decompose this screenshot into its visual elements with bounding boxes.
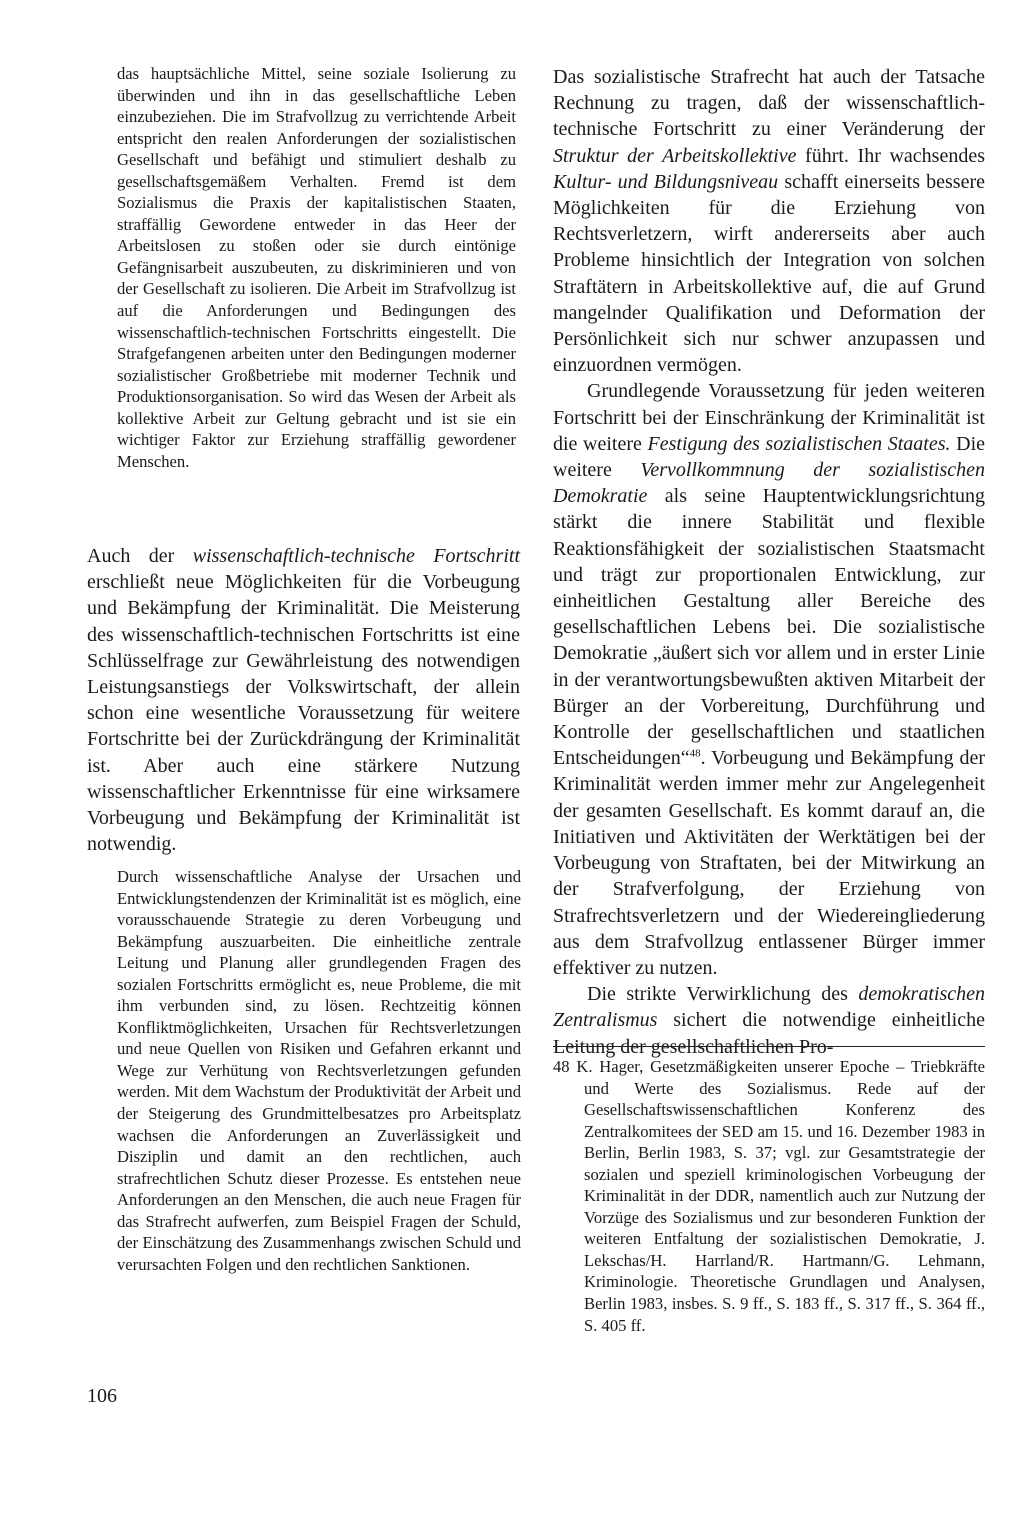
left-indented-block-1 bbox=[117, 63, 516, 472]
text-run: Grundlegende Voraussetzung für jeden weiteren Fortschritt bei der Einschränkung der Kriminalität ist die weitere bbox=[553, 380, 985, 455]
text-run: schafft einerseits bessere Möglichkeiten für die Erziehung von Rechtsverletzern, wirft andererseits aber auch Probleme hinsichtlich der Integration von solchen Straftätern in Arbeitskollektive auf, die auf Grund mangelnder Qualifikation und Deformation der Persönlichkeit sich nur schwer anzupassen und einzuordnen vermögen. bbox=[553, 170, 986, 377]
text-run: Die weitere bbox=[553, 432, 985, 482]
emphasis: Vervollkommnung der sozialistischen Demokratie bbox=[553, 459, 985, 508]
page-number: 106 bbox=[87, 1385, 117, 1407]
text-run: Die strikte Verwirklichung des bbox=[587, 983, 859, 1006]
text-run: Auch der bbox=[87, 545, 193, 567]
footnote-text: 48 K. Hager, Gesetzmäßigkeiten unserer Epoche – Triebkräfte und Werte des Sozialismus. Rede auf der Gesellschaftswissenschaftlichen Konferenz des Zentralkomitees der SED am 15. und 16. Dezember 1983 in Berlin, Berlin 1983, S. 37; vgl. zur Gesamtstrategie der sozialen und speziell kriminologischen Vorbeugung der Kriminalität in der DDR, namentlich auch zur Nutzung der Vorzüge des Sozialismus und zur besonderen Funktion der weiteren Entfaltung der sozialistischen Demokratie, J. Lekschas/H. Harrland/R. Hartmann/G. Lehmann, Kriminologie. Theoretische Grundlagen und Analysen, Berlin 1983, insbes. S. 9 ff., S. 183 ff., S. 317 ff., S. 364 ff., S. 405 ff. bbox=[553, 1057, 985, 1335]
emphasis: wissenschaftlich-technische Fortschritt bbox=[192, 545, 521, 567]
text-run: . Vorbeugung und Bekämpfung der Kriminalität werden immer mehr zur Angelegenheit der gesamten Gesellschaft. Es kommt darauf an, die Initiativen und Aktivitäten der Werktätigen bei der Vorbeugung von Straftaten, bei der Mitwirkung an der Strafverfolgung, der Erziehung von Strafrechtsverletzern und der Wiedereingliederung aus dem Strafvollzug entlassener Bürger immer effektiver zu nutzen. bbox=[553, 747, 985, 979]
text-run: Das sozialistische Strafrecht hat auch der Tatsache Rechnung zu tragen, daß der wissenschaftlich-technische Fortschritt zu einer Veränderung der bbox=[553, 66, 985, 141]
right-main-column bbox=[553, 64, 985, 1060]
paragraph bbox=[87, 543, 520, 857]
emphasis: Struktur der Arbeitskollektive bbox=[553, 144, 797, 167]
emphasis: Kultur- und Bildungsniveau bbox=[553, 170, 779, 193]
footnote bbox=[553, 1056, 985, 1336]
paragraph: das hauptsächliche Mittel, seine soziale Isolierung zu überwinden und ihn in das gesellschaftliche Leben einzubeziehen. Die im Strafvollzug zu verrichtende Arbeit entspricht den realen Anforderungen der sozialistischen Gesellschaft und befähigt und stimuliert deshalb zu gesellschaftsgemäßem Verhalten. Fremd ist dem Sozialismus die Praxis der kapitalistischen Staaten, straffällig Gewordene entweder in das Heer der Arbeitslosen zu stoßen oder sie durch eintönige Gefängnisarbeit auszubeuten, zu diskriminieren und von der Gesellschaft zu isolieren. Die Arbeit im Strafvollzug ist auf die Anforderungen und Bedingungen des wissenschaftlich-technischen Fortschritts eingestellt. Die Strafgefangenen arbeiten unter den Bedingungen moderner sozialistischer Großbetriebe mit moderner Technik und Produktionsorganisation. So wird das Wesen der Arbeit als kollektive Arbeit zur Geltung gebracht und ist sie ein wichtiger Faktor zur Erziehung straffällig gewordener Menschen. bbox=[117, 64, 516, 471]
paragraph-3 bbox=[553, 981, 985, 1060]
text-run: erschließt neue Möglichkeiten für die Vorbeugung und Bekämpfung der Kriminalität. Die Meisterung des wissenschaftlich-technischen Fortschritts ist eine Schlüsselfrage zur Gewährleistung des notwendigen Leistungsanstiegs der Volkswirtschaft, der allein schon eine wesentliche Voraussetzung für weitere Fortschritte bei der Zurückdrängung der Kriminalität ist. Aber auch eine stärkere Nutzung wissenschaftlicher Erkenntnisse für eine wirksamere Vorbeugung und Bekämpfung der Kriminalität ist notwendig. bbox=[87, 571, 520, 856]
paragraph-2 bbox=[553, 378, 985, 981]
text-run: sichert die notwendige einheitliche Leitung der gesellschaftlichen Pro- bbox=[553, 1009, 985, 1058]
emphasis: demokratischen Zentralismus bbox=[553, 983, 985, 1032]
emphasis: Festigung des sozialistischen Staates. bbox=[647, 432, 951, 455]
text-run: führt. Ihr wachsendes bbox=[796, 144, 985, 167]
footnote-divider bbox=[553, 1046, 985, 1047]
paragraph: Durch wissenschaftliche Analyse der Ursachen und Entwicklungstendenzen der Kriminalität ist es möglich, eine vorausschauende Strategie zu deren Vorbeugung und Bekämpfung auszuarbeiten. Die einheitliche zentrale Leitung und Planung aller grundlegenden Fragen des sozialen Fortschritts ermöglicht es, neue Probleme, die mit ihm verbunden sind, zu lösen. Rechtzeitig können Konfliktmöglichkeiten, Ursachen für Rechtsverletzungen und neue Quellen von Risiken und Gefahren erkannt und Wege zur Verhütung von Rechtsverletzungen gefunden werden. Mit dem Wachstum der Produktivität der Arbeit und der Steigerung des Grundmittelbesatzes pro Arbeitsplatz wachsen die Anforderungen an Zuverlässigkeit und Disziplin und damit an den rechtlichen, auch strafrechtlichen Schutz dieser Prozesse. Es entstehen neue Anforderungen an den Menschen, die auch neue Fragen für das Strafrecht aufwerfen, zum Beispiel Fragen der Schuld, der Einschätzung des Zusammenhangs zwischen Schuld und verursachten Folgen und den rechtlichen Sanktionen. bbox=[117, 867, 521, 1274]
paragraph-1 bbox=[553, 64, 985, 378]
text-run: als seine Hauptentwicklungsrichtung stärkt die innere Stabilität und flexible Reaktionsfähigkeit der sozialistischen Staatsmacht und trägt zur proportionalen Entwicklung, zur einheitlichen Gestaltung aller Bereiche des gesellschaftlichen Lebens bei. Die sozialistische Demokratie „äußert sich vor allem und in erster Linie in der verantwortungsbewußten aktiven Mitarbeit der Bürger an der Vorbereitung, Durchführung und Kontrolle der gesellschaftlichen und staatlichen Entscheidungen“ bbox=[553, 485, 985, 770]
left-main-block bbox=[87, 543, 520, 857]
footnote-reference[interactable]: 48 bbox=[689, 747, 701, 760]
left-indented-block-2 bbox=[117, 866, 521, 1275]
